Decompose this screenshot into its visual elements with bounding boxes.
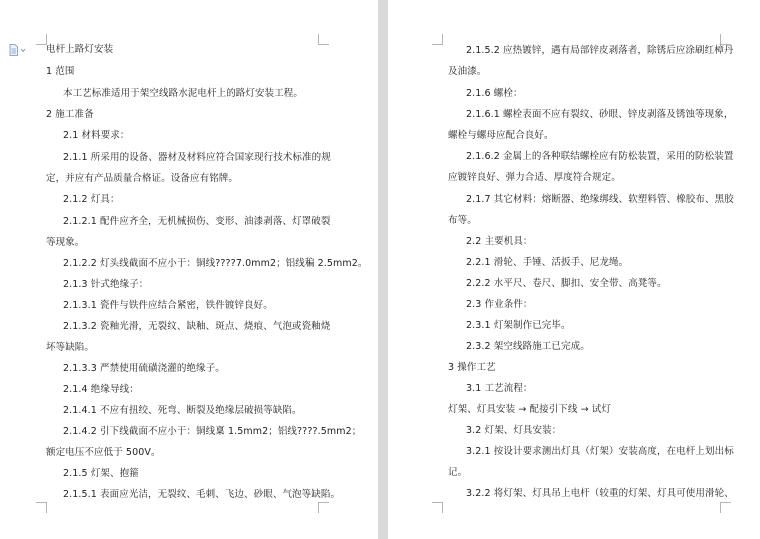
document-page-left bbox=[0, 0, 378, 539]
doc-line: 3.2.2 将灯架、灯具吊上电杆（较重的灯架、灯具可使用滑轮、 bbox=[466, 488, 734, 499]
doc-line: 灯架、灯具安装 → 配接引下线 → 试灯 bbox=[448, 404, 611, 415]
doc-line: 2.1.6 螺栓： bbox=[466, 88, 523, 99]
doc-line: 2.1.5.2 应热镀锌，遇有局部锌皮剥落者，除锈后应涂刷红樟丹 bbox=[466, 45, 734, 56]
doc-line: 2.1.3.2 瓷釉光滑，无裂纹、缺釉、斑点、烧痕、气泡或瓷釉烧 bbox=[63, 321, 331, 332]
doc-line: 2 施工准备 bbox=[46, 109, 94, 120]
doc-line: 等现象。 bbox=[46, 237, 85, 248]
chevron-down-icon bbox=[21, 49, 25, 52]
doc-line: 2.1.2 灯具： bbox=[63, 194, 120, 205]
crop-mark-bottom-left bbox=[432, 502, 443, 513]
document-page-right bbox=[388, 0, 760, 539]
doc-line: 2.1.2.1 配件应齐全，无机械损伤、变形、油漆剥落、灯罩破裂 bbox=[63, 216, 331, 227]
doc-line: 2.1.6.1 螺栓表面不应有裂纹、砂眼、锌皮剥落及锈蚀等现象， bbox=[466, 109, 734, 120]
doc-title: 电杆上路灯安装 bbox=[46, 44, 114, 55]
doc-line: 2.1.4.1 不应有扭绞、死弯、断裂及绝缘层破损等缺陷。 bbox=[63, 405, 302, 416]
doc-line: 及油漆。 bbox=[448, 66, 487, 77]
doc-line: 2.2.1 滑轮、手锤、活扳手、尼龙绳。 bbox=[466, 257, 629, 268]
doc-line: 2.3 作业条件： bbox=[466, 299, 533, 310]
doc-line: 2.1.5.1 表面应光洁，无裂纹、毛刺、飞边、砂眼、气泡等缺陷。 bbox=[63, 489, 341, 500]
doc-line: 3.2.1 按设计要求测出灯具（灯架）安装高度，在电杆上划出标 bbox=[466, 446, 734, 457]
doc-line: 2.3.2 架空线路施工已完成。 bbox=[466, 341, 590, 352]
doc-line: 2.1.3 针式绝缘子： bbox=[63, 279, 149, 290]
crop-mark-bottom-left bbox=[36, 502, 47, 513]
doc-line: 坏等缺陷。 bbox=[46, 342, 95, 353]
doc-line: 3 操作工艺 bbox=[448, 362, 496, 373]
doc-line: 2.2 主要机具： bbox=[466, 236, 533, 247]
doc-line: 2.2.2 水平尺、卷尺、脚扣、安全带、高凳等。 bbox=[466, 278, 667, 289]
doc-line: 布等。 bbox=[448, 215, 477, 226]
page-gutter bbox=[378, 0, 388, 539]
crop-mark-top-right bbox=[318, 34, 329, 45]
doc-line: 2.1.4.2 引下线截面不应小于：铜线稟 1.5mm2；铝线????.5mm2； bbox=[63, 426, 362, 437]
doc-line: 本工艺标准适用于架空线路水泥电杆上的路灯安装工程。 bbox=[63, 88, 304, 99]
doc-line: 螺栓与螺母应配合良好。 bbox=[448, 130, 554, 141]
doc-line: 2.1.1 所采用的设备、器材及材料应符合国家现行技术标准的规 bbox=[63, 152, 331, 163]
doc-line: 3.2 灯架、灯具安装： bbox=[466, 425, 562, 436]
doc-line: 2.1.3.3 严禁使用硫磺浇灌的绝缘子。 bbox=[63, 363, 225, 374]
doc-line: 应镀锌良好、弹力合适、厚度符合规定。 bbox=[448, 172, 621, 183]
doc-line: 2.1.2.2 灯头线截面不应小于：铜线????7.0mm2；铝线稨 2.5mm2。 bbox=[63, 258, 368, 269]
doc-line: 3.1 工艺流程： bbox=[466, 383, 533, 394]
doc-line: 2.3.1 灯架制作已完毕。 bbox=[466, 320, 571, 331]
doc-line: 2.1 材料要求： bbox=[63, 130, 130, 141]
doc-line: 记。 bbox=[448, 467, 468, 478]
doc-line: 1 范围 bbox=[46, 66, 75, 77]
doc-line: 定，并应有产品质量合格证。设备应有铭牌。 bbox=[46, 173, 239, 184]
crop-mark-top-left bbox=[432, 34, 443, 45]
doc-line: 2.1.4 绝缘导线： bbox=[63, 384, 139, 395]
crop-mark-top-right bbox=[720, 34, 731, 45]
document-icon[interactable] bbox=[9, 44, 27, 56]
doc-line: 2.1.7 其它材料：熔断器、绝缘绑线、软塑料管、橡胶布、黑胶 bbox=[466, 194, 734, 205]
doc-line: 2.1.5 灯架、抱箍 bbox=[63, 468, 139, 479]
crop-mark-bottom-right bbox=[720, 502, 731, 513]
doc-line: 额定电压不应低于 500V。 bbox=[46, 447, 161, 458]
crop-mark-bottom-right bbox=[318, 502, 329, 513]
doc-line: 2.1.3.1 瓷件与铁件应结合紧密，铁件镀锌良好。 bbox=[63, 300, 273, 311]
doc-line: 2.1.6.2 金属上的各种联结螺栓应有防松装置，采用的防松装置 bbox=[466, 151, 734, 162]
